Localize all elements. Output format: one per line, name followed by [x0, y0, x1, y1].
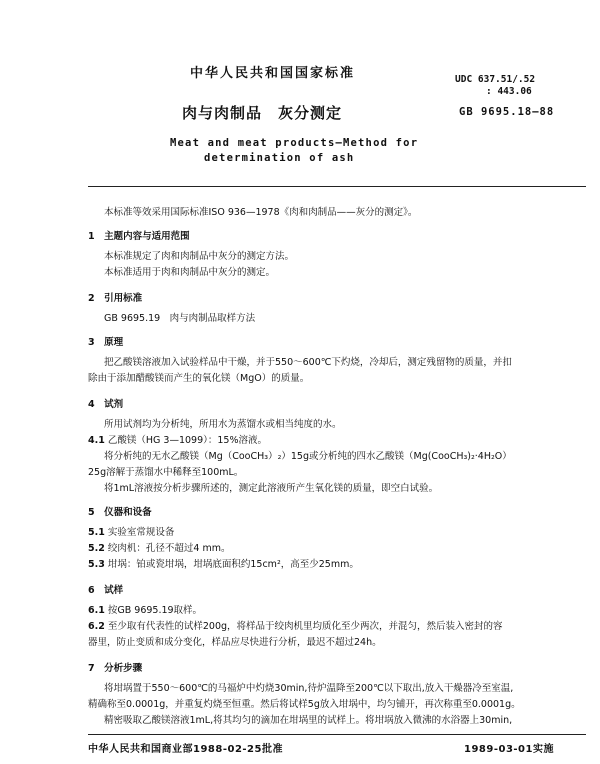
header-rule [88, 186, 586, 187]
udc-code-cont: : 443.06 [486, 86, 532, 97]
clause-number: 5.1 [88, 527, 105, 538]
section-6-heading: 6 试样 [88, 585, 124, 596]
clause-text: 绞肉机：孔径不超过4 mm。 [107, 543, 231, 554]
section-1-paragraph: 本标准适用于肉和肉制品中灰分的测定。 [104, 267, 276, 278]
udc-code: UDC 637.51/.52 [455, 74, 536, 85]
clause-text: 按GB 9695.19取样。 [107, 605, 203, 616]
clause-number: 6.1 [88, 605, 105, 616]
national-standard-heading: 中华人民共和国国家标准 [190, 66, 356, 81]
clause-number: 6.2 [88, 621, 105, 632]
clause-6-2-cont: 器里，防止变质和成分变化，样品应尽快进行分析，最迟不超过24h。 [88, 637, 382, 648]
document-title-en-cont: determination of ash [204, 152, 355, 164]
section-7-paragraph: 精密吸取乙酸镁溶液1mL,将其均匀的滴加在坩埚里的试样上。将坩埚放入微沸的水浴器上30min, [104, 715, 513, 726]
document-title-cn: 肉与肉制品 灰分测定 [182, 104, 343, 122]
clause-number: 4.1 [88, 435, 105, 446]
document-title-en: Meat and meat products—Method for [170, 137, 419, 149]
section-4-paragraph: 所用试剂均为分析纯，所用水为蒸馏水或相当纯度的水。 [104, 419, 342, 430]
section-5-heading: 5 仪器和设备 [88, 507, 152, 518]
gb-number: GB 9695.18—88 [459, 106, 555, 118]
section-4-paragraph: 将分析纯的无水乙酸镁（Mg（CooCH₃）₂）15g或分析纯的四水乙酸镁（Mg(CooCH₃)₂·4H₂O） [104, 451, 512, 462]
intro-paragraph: 本标准等效采用国际标准ISO 936—1978《肉和肉制品——灰分的测定》。 [104, 207, 418, 218]
clause-text: 至少取有代表性的试样200g，将样品于绞肉机里均质化至少两次，并混匀，然后装入密封的容 [107, 621, 503, 632]
clause-6-1 [88, 604, 202, 617]
section-3-paragraph-cont: 除由于添加醋酸镁而产生的氧化镁（MgO）的质量。 [88, 373, 310, 384]
clause-5-1 [88, 526, 174, 539]
section-7-paragraph: 将坩埚置于550～600℃的马福炉中灼烧30min,待炉温降至200℃以下取出,放入干燥器冷至室温, [104, 683, 514, 694]
clause-text: 坩埚：铂或瓷坩埚，坩埚底面积约15cm²，高至少25mm。 [107, 559, 359, 570]
section-4-heading: 4 试剂 [88, 399, 124, 410]
section-1-heading: 1 主题内容与适用范围 [88, 231, 190, 242]
section-2-reference: GB 9695.19 肉与肉制品取样方法 [104, 313, 256, 324]
clause-6-2 [88, 620, 503, 633]
section-7-paragraph-cont: 精确称至0.0001g，并重复灼烧至恒重。然后将试样5g放入坩埚中，均匀铺开，再次称重至0.0001g。 [88, 699, 521, 710]
section-4-paragraph-cont: 25g溶解于蒸馏水中稀释至100mL。 [88, 467, 244, 478]
clause-5-3 [88, 558, 359, 571]
clause-text: 乙酸镁（HG 3—1099）：15%溶液。 [107, 435, 267, 446]
section-3-paragraph: 把乙酸镁溶液加入试验样品中干燥，并于550～600℃下灼烧，冷却后，测定残留物的质量，并扣 [104, 357, 512, 368]
section-3-heading: 3 原理 [88, 337, 124, 348]
clause-5-2 [88, 542, 230, 555]
clause-text: 实验室常规设备 [107, 527, 175, 538]
clause-number: 5.3 [88, 559, 105, 570]
clause-4-1 [88, 434, 267, 447]
section-1-paragraph: 本标准规定了肉和肉制品中灰分的测定方法。 [104, 251, 295, 262]
section-4-paragraph: 将1mL溶液按分析步骤所述的，测定此溶液所产生氧化镁的质量，即空白试验。 [104, 483, 439, 494]
section-7-heading: 7 分析步骤 [88, 663, 143, 674]
footer-rule [88, 734, 586, 735]
section-2-heading: 2 引用标准 [88, 293, 143, 304]
approval-statement: 中华人民共和国商业部1988-02-25批准 [88, 744, 283, 755]
clause-number: 5.2 [88, 543, 105, 554]
implementation-date: 1989-03-01实施 [464, 744, 554, 755]
